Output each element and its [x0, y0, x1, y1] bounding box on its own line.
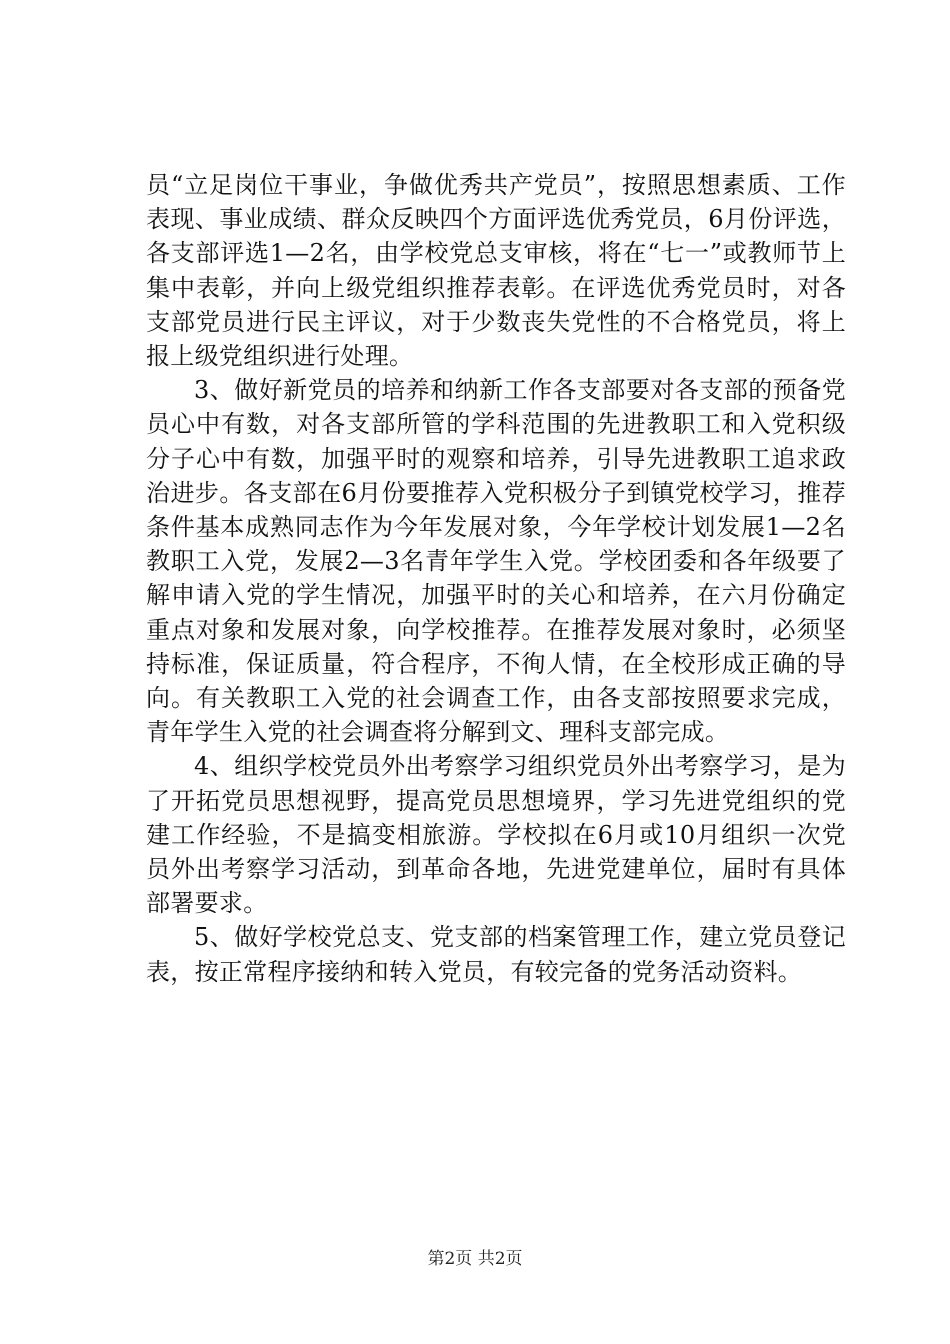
- paragraph-4: 5、做好学校党总支、党支部的档案管理工作，建立党员登记表，按正常程序接纳和转入党员，有较完备的党务活动资料。: [146, 923, 846, 986]
- page-number-footer: 第2页 共2页: [427, 1249, 523, 1269]
- paragraph-1: 员“立足岗位干事业，争做优秀共产党员”，按照思想素质、工作表现、事业成绩、群众反映四个方面评选优秀党员，6月份评选，各支部评选1—2名，由学校党总支审核，将在“七一”或教师节上集中表彰，并向上级党组织推荐表彰。在评选优秀党员时，对各支部党员进行民主评议，对于少数丧失党性的不合格党员，将上报上级党组织进行处理。: [146, 171, 846, 371]
- paragraph-2: 3、做好新党员的培养和纳新工作各支部要对各支部的预备党员心中有数，对各支部所管的学科范围的先进教职工和入党积级分子心中有数，加强平时的观察和培养，引导先进教职工追求政治进步。各支部在6月份要推荐入党积极分子到镇党校学习，推荐条件基本成熟同志作为今年发展对象，今年学校计划发展1—2名教职工入党，发展2—3名青年学生入党。学校团委和各年级要了解申请入党的学生情况，加强平时的关心和培养，在六月份确定重点对象和发展对象，向学校推荐。在推荐发展对象时，必须坚持标准，保证质量，符合程序，不徇人情，在全校形成正确的导向。有关教职工入党的社会调查工作，由各支部按照要求完成，青年学生入党的社会调查将分解到文、理科支部完成。: [146, 376, 846, 747]
- paragraph-3: 4、组织学校党员外出考察学习组织党员外出考察学习，是为了开拓党员思想视野，提高党员思想境界，学习先进党组织的党建工作经验，不是搞变相旅游。学校拟在6月或10月组织一次党员外出考察学习活动，到革命各地，先进党建单位，届时有具体部署要求。: [146, 752, 846, 918]
- document-body: [146, 168, 846, 989]
